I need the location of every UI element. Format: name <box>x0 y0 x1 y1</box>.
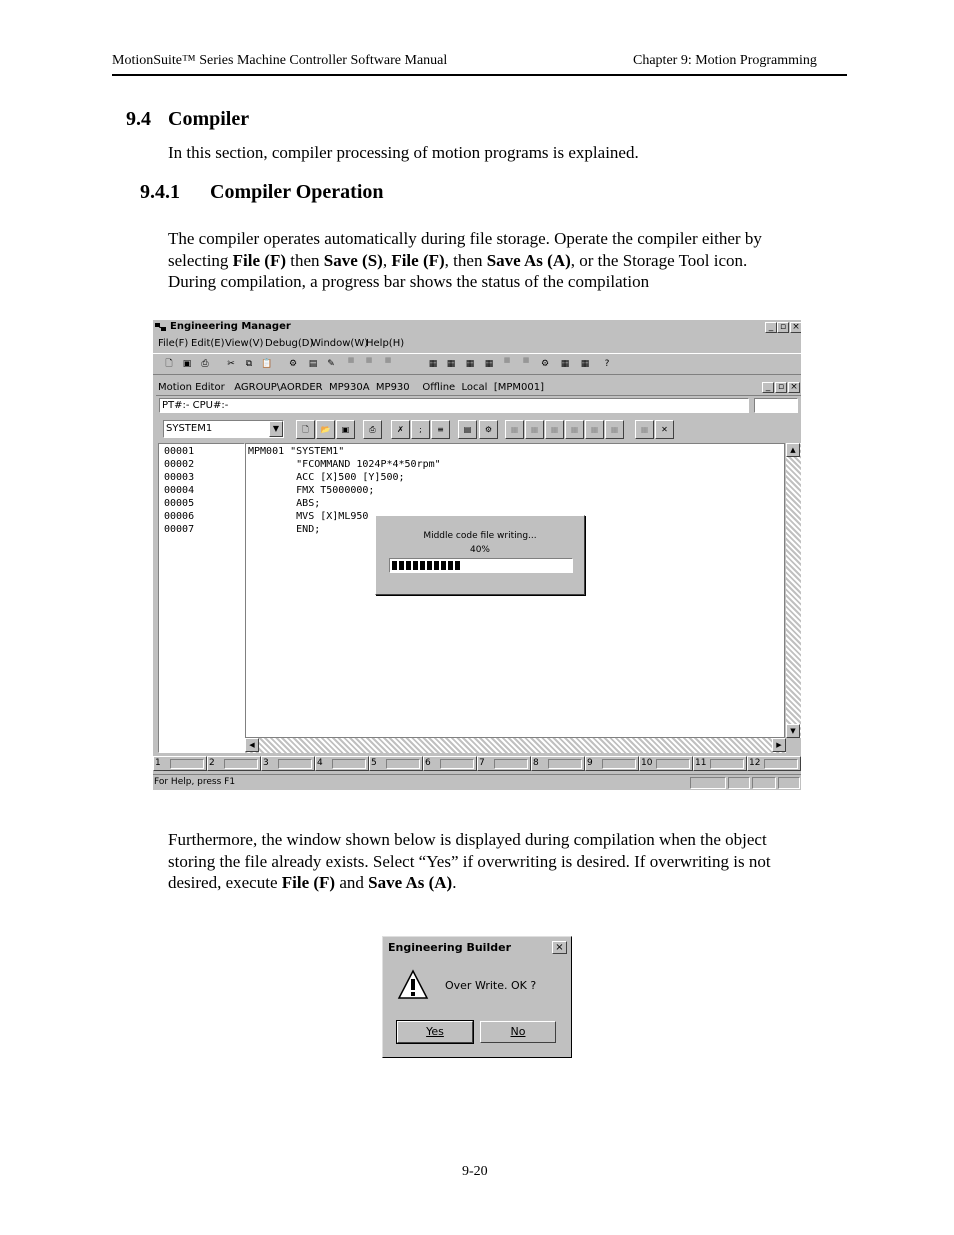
menu-help[interactable]: Help(H) <box>366 338 405 349</box>
progress-block <box>406 561 411 570</box>
dis-list-icon[interactable]: ▦ <box>365 356 373 364</box>
dialog-titlebar <box>385 939 569 956</box>
editor-tool-2-icon[interactable]: ; <box>411 420 430 439</box>
fkey-4[interactable]: 4 <box>315 756 369 771</box>
line-number: 00006 <box>164 511 195 522</box>
running-header-title: MotionSuite™ Series Machine Controller Software Manual <box>112 53 448 68</box>
child-close-icon[interactable]: × <box>788 382 800 393</box>
editor-tool-1-icon[interactable]: ✗ <box>391 420 410 439</box>
fkey-9[interactable]: 9 <box>585 756 639 771</box>
subsection-title: Compiler Operation <box>210 181 384 203</box>
editor-tool-5-icon[interactable]: ▦ <box>505 420 524 439</box>
scroll-right-icon[interactable]: ▶ <box>772 738 786 752</box>
progress-block <box>455 561 460 570</box>
running-header-chapter: Chapter 9: Motion Programming <box>633 53 817 68</box>
paragraph-1-line-2: selecting File (F) then Save (S), File (F), then Save As (A), or the Storage Tool icon. <box>168 250 748 270</box>
editor-cancel-icon[interactable]: ✕ <box>655 420 674 439</box>
progress-label: Middle code file writing... <box>423 531 537 541</box>
child-restore-icon[interactable]: ▫ <box>775 382 787 393</box>
app-icon <box>155 322 167 333</box>
code-line: ACC [X]500 [Y]500; <box>248 472 405 483</box>
progress-block <box>441 561 446 570</box>
status-cell <box>752 777 776 789</box>
paragraph-2-line-2: storing the file already exists. Select “Yes” if overwriting is desired. If overwriting is not <box>168 851 771 871</box>
cut-icon[interactable]: ✂ <box>227 359 235 369</box>
code-line: MVS [X]ML950 <box>248 511 369 522</box>
warning-icon <box>397 969 429 1001</box>
restore-icon[interactable]: ▫ <box>777 322 789 333</box>
no-button[interactable]: No <box>480 1021 556 1043</box>
progress-percent: 40% <box>469 545 490 555</box>
section-number: 9.4 <box>126 108 151 130</box>
window-titlebar <box>153 320 801 336</box>
menu-window[interactable]: Window(W) <box>311 338 369 349</box>
reg-chg-icon[interactable]: ▦ <box>384 356 392 364</box>
menu-debug[interactable]: Debug(D) <box>265 338 314 349</box>
tool-icon-9[interactable]: ▦ <box>580 359 590 369</box>
fkey-10[interactable]: 10 <box>639 756 693 771</box>
progress-block <box>392 561 397 570</box>
progress-block <box>420 561 425 570</box>
subsection-number: 9.4.1 <box>140 181 180 203</box>
horizontal-scrollbar[interactable] <box>245 738 786 753</box>
progress-bar-fill <box>392 561 460 570</box>
tool-icon-3[interactable]: ▦ <box>465 359 475 369</box>
fkey-12[interactable]: 12 <box>747 756 801 771</box>
line-number: 00004 <box>164 485 195 496</box>
code-line: ABS; <box>248 498 321 509</box>
editor-tool-11-icon[interactable]: ▦ <box>635 420 654 439</box>
code-line: END; <box>248 524 321 535</box>
minimize-icon[interactable]: _ <box>765 322 777 333</box>
scroll-left-icon[interactable]: ◀ <box>245 738 259 752</box>
tool-icon-1[interactable]: ▦ <box>428 359 438 369</box>
copy-icon[interactable]: ⧉ <box>245 359 253 369</box>
status-text: For Help, press F1 <box>154 777 236 787</box>
progress-block <box>448 561 453 570</box>
line-number: 00003 <box>164 472 195 483</box>
progress-bar <box>389 558 573 573</box>
fkey-7[interactable]: 7 <box>477 756 531 771</box>
close-icon[interactable]: × <box>790 322 801 333</box>
line-number: 00002 <box>164 459 195 470</box>
page-number: 9-20 <box>462 1164 488 1179</box>
line-number: 00005 <box>164 498 195 509</box>
new-file-icon[interactable]: 🗋 <box>165 359 173 369</box>
editor-tool-7-icon[interactable]: ▦ <box>545 420 564 439</box>
editor-tool-8-icon[interactable]: ▦ <box>565 420 584 439</box>
status-cell <box>690 777 726 789</box>
fkey-2[interactable]: 2 <box>207 756 261 771</box>
tool-icon-6[interactable]: ▦ <box>522 356 530 364</box>
status-cell <box>728 777 750 789</box>
pt-cpu-field: PT#:- CPU#:- <box>159 398 749 413</box>
editor-tool-3-icon[interactable]: ▤ <box>458 420 477 439</box>
editor-print-icon[interactable]: ⎙ <box>363 420 382 439</box>
dialog-title: Engineering Builder <box>388 941 511 954</box>
yes-button[interactable]: Yes <box>397 1021 473 1043</box>
menu-bar <box>153 336 801 351</box>
dialog-message: Over Write. OK ? <box>445 979 537 992</box>
program-select[interactable]: SYSTEM1 ▼ <box>163 420 284 438</box>
editor-tool-6-icon[interactable]: ▦ <box>525 420 544 439</box>
engineering-manager-screenshot <box>153 320 801 790</box>
section-intro: In this section, compiler processing of motion programs is explained. <box>168 143 639 162</box>
tool-icon-8[interactable]: ▦ <box>560 359 570 369</box>
close-icon[interactable]: × <box>552 941 567 954</box>
progress-dialog <box>375 515 585 595</box>
fkey-6[interactable]: 6 <box>423 756 477 771</box>
paragraph-2-line-1: Furthermore, the window shown below is displayed during compilation when the object <box>168 830 767 849</box>
help-icon[interactable]: ? <box>604 359 610 369</box>
code-line: MPM001 "SYSTEM1" <box>248 446 345 457</box>
editor-save-icon[interactable]: ▣ <box>336 420 355 439</box>
online-icon[interactable]: ▤ <box>308 359 318 369</box>
fkey-5[interactable]: 5 <box>369 756 423 771</box>
scroll-down-icon[interactable]: ▼ <box>786 724 800 738</box>
tool-icon-5[interactable]: ▦ <box>503 356 511 364</box>
cpu-ref-icon[interactable]: ▦ <box>347 356 355 364</box>
vertical-scrollbar[interactable] <box>786 443 801 738</box>
code-line: "FCOMMAND 1024P*4*50rpm" <box>248 459 441 470</box>
tool-icon-2[interactable]: ▦ <box>446 359 456 369</box>
window-title: Engineering Manager <box>170 321 291 332</box>
menu-view[interactable]: View(V) <box>225 338 264 349</box>
progress-block <box>427 561 432 570</box>
print-icon[interactable]: ⎙ <box>201 359 209 369</box>
editor-new-icon[interactable]: 🗋 <box>296 420 315 439</box>
progress-block <box>399 561 404 570</box>
editor-open-icon[interactable]: 📂 <box>316 420 335 439</box>
line-number-pane <box>158 443 245 753</box>
overwrite-dialog <box>382 936 572 1058</box>
paragraph-1-line-1: The compiler operates automatically during file storage. Operate the compiler either by <box>168 229 762 248</box>
code-line: FMX T5000000; <box>248 485 375 496</box>
progress-block <box>434 561 439 570</box>
editor-tool-10-icon[interactable]: ▦ <box>605 420 624 439</box>
line-number: 00007 <box>164 524 195 535</box>
child-window-title: Motion Editor AGROUP\AORDER MP930A MP930 Offline Local [MPM001] <box>158 382 544 393</box>
fkey-8[interactable]: 8 <box>531 756 585 771</box>
transfer-icon[interactable]: ⚙ <box>288 359 298 369</box>
chevron-down-icon[interactable]: ▼ <box>269 421 283 437</box>
paragraph-1 <box>168 228 848 293</box>
pt-cpu-field-extra <box>754 398 798 413</box>
editor-list-icon[interactable]: ≡ <box>431 420 450 439</box>
child-minimize-icon[interactable]: _ <box>762 382 774 393</box>
section-title: Compiler <box>168 108 250 130</box>
status-bar <box>153 774 801 790</box>
paste-icon[interactable]: 📋 <box>261 359 273 369</box>
scroll-up-icon[interactable]: ▲ <box>786 443 800 457</box>
editor-tool-9-icon[interactable]: ▦ <box>585 420 604 439</box>
menu-file[interactable]: File(F) <box>158 338 189 349</box>
main-toolbar <box>153 353 801 375</box>
line-number: 00001 <box>164 446 195 457</box>
menu-edit[interactable]: Edit(E) <box>191 338 225 349</box>
paragraph-2 <box>168 829 848 894</box>
tool-icon-4[interactable]: ▦ <box>484 359 494 369</box>
paragraph-1-line-3: During compilation, a progress bar shows the status of the compilation <box>168 272 650 291</box>
editor-tool-4-icon[interactable]: ⚙ <box>479 420 498 439</box>
status-cell <box>778 777 800 789</box>
tool-icon-7[interactable]: ⚙ <box>540 359 550 369</box>
paragraph-2-line-3: desired, execute File (F) and Save As (A). <box>168 873 457 892</box>
save-icon[interactable]: ▣ <box>182 359 192 369</box>
monitor-icon[interactable]: ✎ <box>327 359 335 369</box>
fkey-1[interactable]: 1 <box>153 756 207 771</box>
progress-block <box>413 561 418 570</box>
header-rule <box>112 74 847 76</box>
fkey-11[interactable]: 11 <box>693 756 747 771</box>
function-key-bar <box>153 756 801 772</box>
fkey-3[interactable]: 3 <box>261 756 315 771</box>
child-window-titlebar <box>156 380 801 396</box>
